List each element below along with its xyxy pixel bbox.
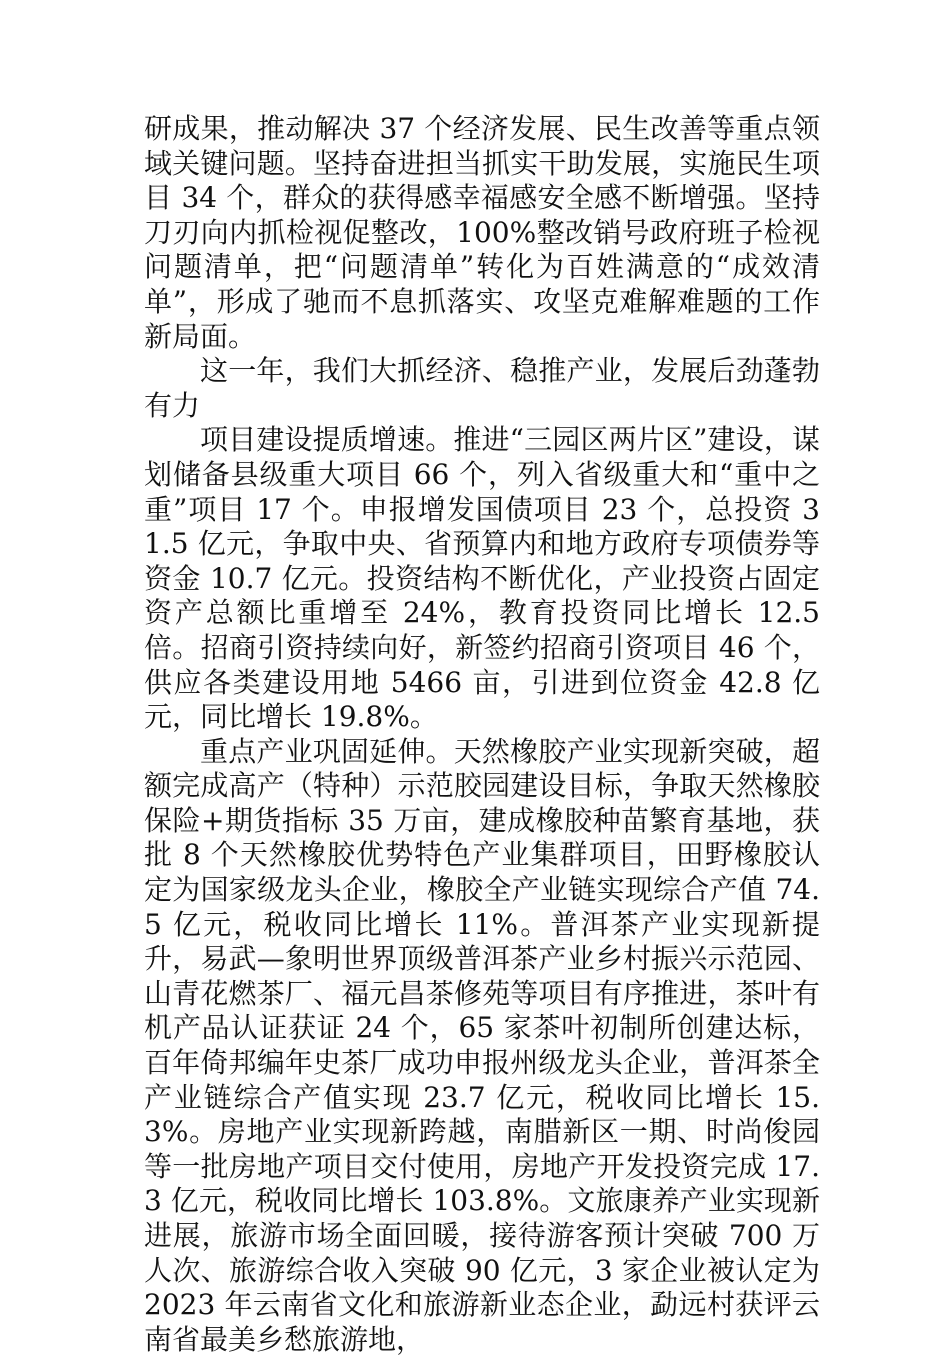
paragraph-project-construction: 项目建设提质增速。推进“三园区两片区”建设，谋划储备县级重大项目 66 个，列入省级重大和“重中之重”项目 17 个。申报增发国债项目 23 个，总投资 31.5 亿元，争取中央、省预算内和地方政府专项债券等资金 10.7 亿元。投资结构不断优化，产业投资占固定资产总额比重增至 24%，教育投资同比增长 12.5 倍。招商引资持续向好，新签约招商引资项目 46 个，供应各类建设用地 5466 亩，引进到位资金 42.8 亿元，同比增长 19.8%。 xyxy=(144,423,820,734)
paragraph-section-heading: 这一年，我们大抓经济、稳推产业，发展后劲蓬勃有力 xyxy=(144,354,820,422)
paragraph-key-industries: 重点产业巩固延伸。天然橡胶产业实现新突破，超额完成高产（特种）示范胶园建设目标，争取天然橡胶保险+期货指标 35 万亩，建成橡胶种苗繁育基地，获批 8 个天然橡胶优势特色产业集群项目，田野橡胶认定为国家级龙头企业，橡胶全产业链实现综合产值 74.5 亿元，税收同比增长 11%。普洱茶产业实现新提升，易武—象明世界顶级普洱茶产业乡村振兴示范园、山青花燃茶厂、福元昌茶修苑等项目有序推进，茶叶有机产品认证获证 24 个，65 家茶叶初制所创建达标，百年倚邦编年史茶厂成功申报州级龙头企业，普洱茶全产业链综合产值实现 23.7 亿元，税收同比增长 15.3%。房地产业实现新跨越，南腊新区一期、时尚俊园等一批房地产项目交付使用，房地产开发投资完成 17.3 亿元，税收同比增长 103.8%。文旅康养产业实现新进展，旅游市场全面回暖，接待游客预计突破 700 万人次、旅游综合收入突破 90 亿元，3 家企业被认定为 2023 年云南省文化和旅游新业态企业，勐远村获评云南省最美乡愁旅游地， xyxy=(144,734,820,1356)
document-body xyxy=(144,112,820,1357)
paragraph-intro: 研成果，推动解决 37 个经济发展、民生改善等重点领域关键问题。坚持奋进担当抓实干助发展，实施民生项目 34 个，群众的获得感幸福感安全感不断增强。坚持刀刃向内抓检视促整改，100%整改销号政府班子检视问题清单，把“问题清单”转化为百姓满意的“成效清单”，形成了驰而不息抓落实、攻坚克难解难题的工作新局面。 xyxy=(144,112,820,353)
